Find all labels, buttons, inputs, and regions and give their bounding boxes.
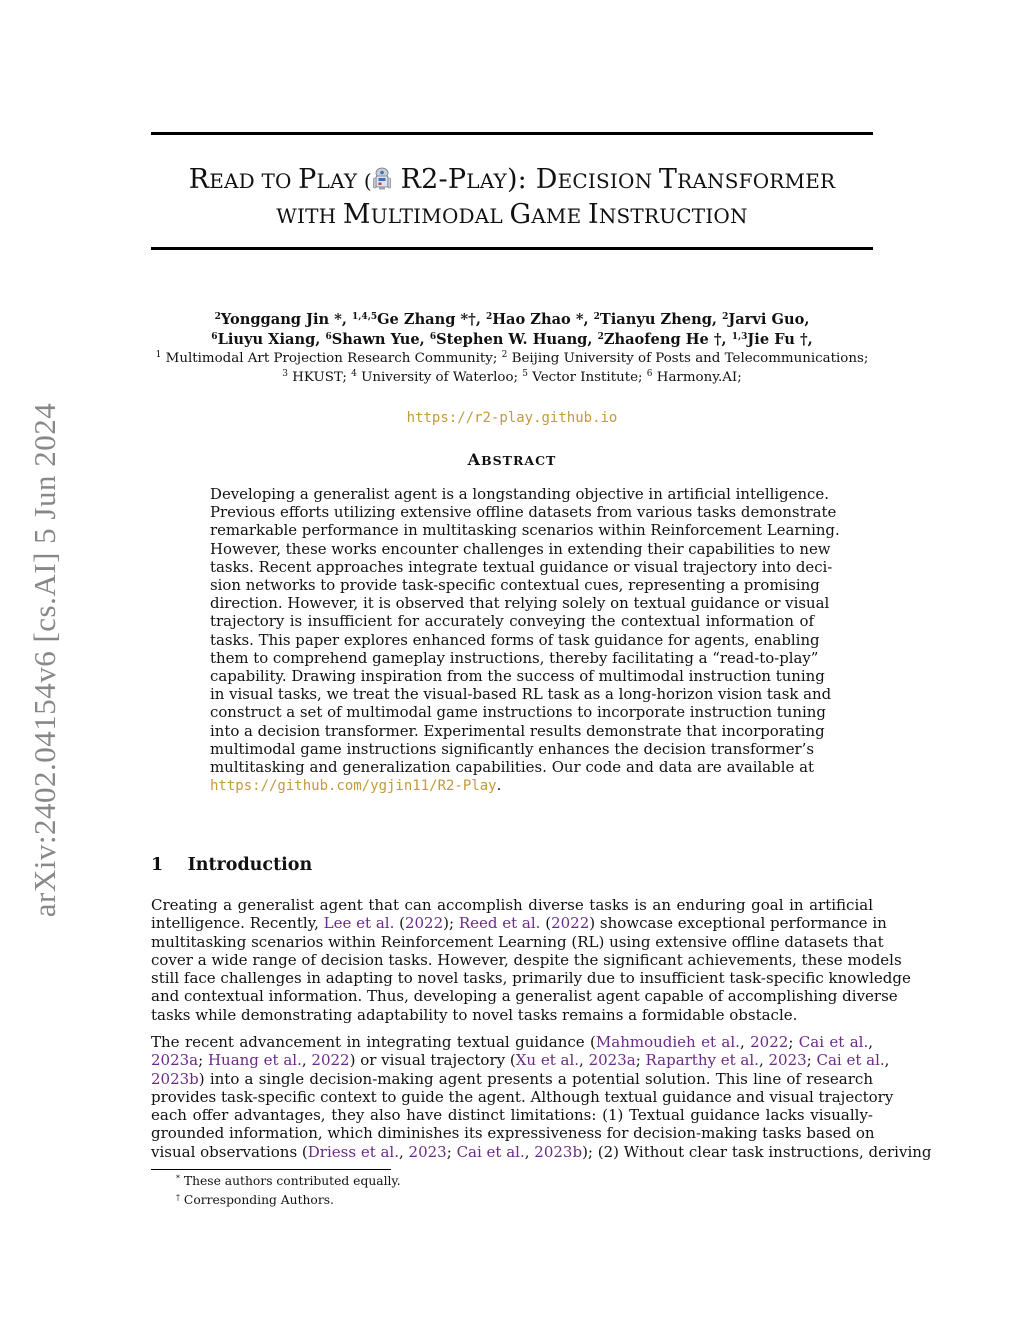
citation-link[interactable]: 2022 [551,914,590,933]
citation-link[interactable]: Cai et al. [456,1142,525,1161]
citation-link[interactable]: 2023b [151,1069,199,1088]
citation-link[interactable]: 2023a [151,1051,199,1070]
text-run: ( [394,914,405,933]
author-line-1: $^2$Yonggang Jin *, $^{1,4,5}$Ge Zhang *†, $^2$Hao Zhao *, $^2$Tianyu Zheng, $^2$Jarvi Guo, [214,311,810,328]
citation-link[interactable]: 2022 [404,914,444,933]
paragraph-line [151,1106,873,1124]
author-name: Tianyu Zheng [599,311,712,328]
title-top-rule [151,132,873,135]
citation-link[interactable]: 2022 [750,1033,789,1051]
project-url-link[interactable]: https://r2-play.github.io [406,410,618,426]
paragraph-line [151,1006,873,1024]
text-run: visual observations ( [151,1142,308,1161]
text-run: ) showcase exceptional performance in [589,914,887,933]
paragraph-line [151,1087,894,1106]
intro-paragraph-1 [151,896,911,1024]
paragraph-line [151,932,884,951]
text-run: The recent advancement in integrating textual guidance ( [151,1033,596,1051]
footnote-2: † Corresponding Authors. [176,1193,334,1207]
abstract-line: However, these works encounter challenges in extending their capabilities to new [210,539,831,558]
text-run: , [301,1051,312,1070]
abstract-body [210,485,840,795]
text-run: , [524,1142,535,1161]
author-name: Stephen W. Huang [436,331,588,348]
text-run: each offer advantages, they also have distinct limitations: (1) Textual guidance lacks visually- [151,1106,873,1125]
author-name: Yonggang Jin [220,311,330,328]
section-heading-introduction: 1 Introduction [151,855,313,875]
text-run: , [579,1051,589,1070]
citation-link[interactable]: 2022 [311,1051,350,1070]
abstract-line: tasks. This paper explores enhanced forms of task guidance for agents, enabling [210,630,820,649]
abstract-line: in visual tasks, we treat the visual-based RL task as a long-horizon vision task and [210,685,832,704]
paragraph-line [151,914,887,933]
abstract-heading: ABSTRACT [467,450,557,469]
text-run: grounded information, which diminishes its expressiveness for decision-making tasks based on [151,1124,875,1143]
citation-link[interactable]: 2023 [768,1051,807,1070]
citation-link[interactable]: Mahmoudieh et al. [595,1033,740,1051]
author-line-2: $^6$Liuyu Xiang, $^6$Shawn Yue, $^6$Stephen W. Huang, $^2$Zhaofeng He †, $^{1,3}$Jie Fu †, [211,331,813,348]
author-name: Liuyu Xiang [217,331,316,348]
affiliation-line-2: $^3$ HKUST; $^4$ University of Waterloo; $^5$ Vector Institute; $^6$ Harmony.AI; [282,369,742,385]
paragraph-line [151,987,898,1006]
text-run: multitasking scenarios within Reinforcement Learning (RL) using extensive offline datasets that [151,932,884,951]
title-line-2: WITH MULTIMODAL GAME INSTRUCTION [276,199,748,230]
paragraph-line [151,950,902,969]
paragraph-line [151,1142,932,1161]
abstract-line: trajectory is insufficient for accurately conveying the contextual information of [210,612,814,631]
abstract-line: into a decision transformer. Experimental results demonstrate that incorporating [210,721,825,740]
citation-link[interactable]: Xu et al. [515,1051,580,1070]
abstract-line: tasks. Recent approaches integrate textual guidance or visual trajectory into deci- [210,557,833,576]
text-run: intelligence. Recently, [151,914,324,933]
title-line-1: READ TO PLAY ( R2-PLAY): DECISION TRANSFORMER [188,164,836,195]
abstract-line: Previous efforts utilizing extensive offline datasets from various tasks demonstrate [210,503,837,522]
text-run: , [739,1033,751,1051]
robot-icon [372,167,392,191]
citation-link[interactable]: Lee et al. [323,914,395,933]
citation-link[interactable]: Cai et al. [816,1051,885,1070]
abstract-line: multimodal game instructions significantly enhances the decision transformer’s [210,739,814,758]
paper-title [151,163,873,233]
text-run: , [884,1051,890,1070]
text-run: ; [788,1033,799,1051]
citation-link[interactable]: 2023a [588,1051,636,1070]
citation-link[interactable]: Raparthy et al. [645,1051,759,1070]
intro-paragraph-2 [151,1033,932,1161]
author-name: Shawn Yue [331,331,420,348]
text-run: ) into a single decision-making agent presents a potential solution. This line of research [198,1069,873,1088]
paragraph-line [151,969,911,988]
citation-link[interactable]: Reed et al. [458,914,541,933]
code-url-link[interactable]: https://github.com/ygjin11/R2-Play [210,778,497,795]
text-run: tasks while demonstrating adaptability to novel tasks remains a formidable obstacle. [151,1005,798,1024]
paragraph-line [151,1051,890,1070]
text-run: , [399,1142,409,1161]
citation-link[interactable]: 2023b [534,1142,583,1161]
author-name: Zhaofeng He [603,331,709,348]
affiliation-line-1: $^1$ Multimodal Art Projection Research Community; $^2$ Beijing University of Posts and Telecommunications; [155,350,869,366]
text-run: still face challenges in adapting to novel tasks, primarily due to insufficient task-specific knowledge [151,969,911,988]
arxiv-stamp-text: arXiv:2402.04154v6 [cs.AI] 5 Jun 2024 [27,402,62,918]
footnote-rule [151,1169,391,1170]
author-name: Hao Zhao [492,311,571,328]
abstract-line: multitasking and generalization capabilities. Our code and data are available at [210,758,814,777]
text-run: ; [446,1142,457,1161]
text-run: ; [198,1051,208,1070]
paragraph-line [151,1070,873,1088]
text-run: ) or visual trajectory ( [349,1051,516,1070]
author-name: Jarvi Guo [728,311,805,328]
abstract-line: https://github.com/ygjin11/R2-Play. [210,776,502,795]
arxiv-stamp [20,380,70,940]
text-run: ( [540,914,552,933]
abstract-line: direction. However, it is observed that relying solely on textual guidance or visual [210,594,830,613]
text-run: , [758,1051,769,1070]
citation-link[interactable]: Huang et al. [207,1051,302,1070]
citation-link[interactable]: Cai et al. [798,1033,869,1051]
paragraph-line [151,896,873,914]
text-run: , [868,1033,874,1051]
text-run: ; [635,1051,646,1070]
abstract-line: sion networks to provide task-specific contextual cues, representing a promising [210,576,820,595]
author-name: Jie Fu [747,331,795,348]
citation-link[interactable]: Driess et al. [307,1142,399,1161]
citation-link[interactable]: 2023 [408,1142,447,1161]
paragraph-line [151,1124,873,1142]
abstract-line: Developing a generalist agent is a longstanding objective in artificial intelligence. [210,485,829,503]
author-list [151,310,873,350]
text-run: ; [806,1051,817,1070]
text-run: cover a wide range of decision tasks. However, despite the significant achievements, these models [151,950,902,969]
affiliations [151,349,873,387]
author-name: Ge Zhang [377,311,456,328]
abstract-line: capability. Drawing inspiration from the success of multimodal instruction tuning [210,667,825,686]
text-run: provides task-specific context to guide the agent. Although textual guidance and visual trajectory [151,1087,894,1106]
abstract-line: remarkable performance in multitasking scenarios within Reinforcement Learning. [210,521,840,540]
text-run: ); (2) Without clear task instructions, deriving [582,1142,932,1161]
abstract-line: them to comprehend gameplay instructions, thereby facilitating a “read-to-play” [210,648,819,667]
text-run: ); [443,914,459,933]
text-run: Creating a generalist agent that can accomplish diverse tasks is an enduring goal in artificial [151,896,873,914]
footnote-1: * These authors contributed equally. [176,1174,401,1188]
title-bottom-rule [151,247,873,250]
text-run: and contextual information. Thus, developing a generalist agent capable of accomplishing diverse [151,987,898,1006]
paragraph-line [151,1033,873,1051]
abstract-line: construct a set of multimodal game instructions to incorporate instruction tuning [210,703,826,722]
